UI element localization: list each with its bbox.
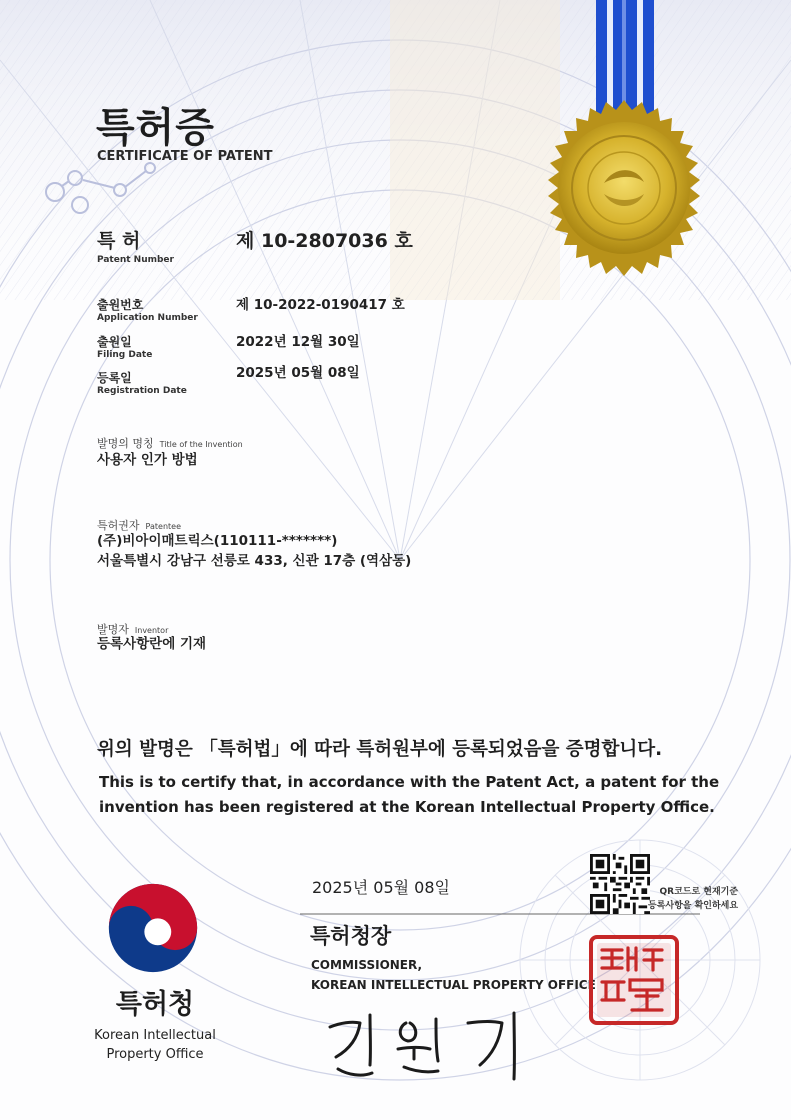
qr-code-icon[interactable] bbox=[590, 854, 650, 914]
commissioner-en-line1: COMMISSIONER, bbox=[311, 958, 423, 972]
qr-note-line2: 등록사항을 확인하세요 bbox=[648, 901, 739, 911]
registration-date-label-ko: 등록일 bbox=[97, 371, 132, 385]
certificate-subtitle: CERTIFICATE OF PATENT bbox=[97, 149, 273, 164]
signature-icon bbox=[318, 1005, 528, 1085]
kipo-name-en bbox=[82, 1026, 228, 1064]
kipo-name-ko: 특허청 bbox=[115, 989, 195, 1020]
application-number-label-ko: 출원번호 bbox=[97, 298, 144, 312]
patentee-address: 서울특별시 강남구 선릉로 433, 신관 17층 (역삼동) bbox=[97, 553, 412, 569]
inventor-value: 등록사항란에 기재 bbox=[97, 636, 207, 652]
patent-number-label-en: Patent Number bbox=[97, 255, 174, 265]
registration-date-value: 2025년 05월 08일 bbox=[236, 365, 360, 381]
application-number-label-en: Application Number bbox=[97, 313, 198, 323]
filing-date-value: 2022년 12월 30일 bbox=[236, 334, 360, 350]
certification-text-ko: 위의 발명은 「특허법」에 따라 특허원부에 등록되었음을 증명합니다. bbox=[97, 739, 663, 760]
kipo-logo-icon bbox=[105, 880, 201, 976]
official-seal-icon bbox=[588, 934, 680, 1026]
invention-title-label-en: Title of the Invention bbox=[159, 440, 243, 449]
kipo-name-en-line1: Korean Intellectual bbox=[94, 1028, 216, 1043]
application-number-value: 제 10-2022-0190417 호 bbox=[236, 297, 405, 313]
certification-text-en: This is to certify that, in accordance with the Patent Act, a patent for the invention has been registered at the Korean Intellectual Property Office. bbox=[99, 773, 720, 816]
qr-note-line1: QR코드로 현재기준 bbox=[659, 887, 739, 897]
commissioner-title-ko: 특허청장 bbox=[310, 924, 392, 948]
filing-date-label-ko: 출원일 bbox=[97, 335, 132, 349]
patent-number-label-ko: 특 허 bbox=[97, 230, 141, 252]
patentee-label-ko: 특허권자 bbox=[97, 519, 140, 532]
inventor-label-en: Inventor bbox=[134, 626, 169, 635]
filing-date-label bbox=[97, 333, 152, 360]
registration-date-label bbox=[97, 369, 187, 396]
commissioner-en-line2: KOREAN INTELLECTUAL PROPERTY OFFICE bbox=[311, 978, 596, 992]
invention-title-label bbox=[97, 432, 243, 451]
invention-title-value: 사용자 인가 방법 bbox=[97, 452, 198, 468]
filing-date-label-en: Filing Date bbox=[97, 350, 153, 360]
certificate-title: 특허증 bbox=[96, 105, 215, 151]
application-number-label bbox=[97, 296, 198, 323]
inventor-label-ko: 발명자 bbox=[97, 623, 129, 636]
patentee-name: (주)비아이매트릭스(110111-*******) bbox=[97, 533, 338, 549]
patent-number-value: 제 10-2807036 호 bbox=[236, 230, 413, 252]
patentee-label-en: Patentee bbox=[145, 522, 181, 531]
kipo-name-en-line2: Property Office bbox=[106, 1047, 204, 1062]
registration-date-label-en: Registration Date bbox=[97, 386, 187, 396]
patent-number-label bbox=[97, 226, 174, 265]
qr-note bbox=[648, 885, 738, 913]
invention-title-label-ko: 발명의 명칭 bbox=[97, 437, 154, 450]
issue-date: 2025년 05월 08일 bbox=[312, 878, 450, 897]
commissioner-title-en bbox=[311, 955, 596, 995]
